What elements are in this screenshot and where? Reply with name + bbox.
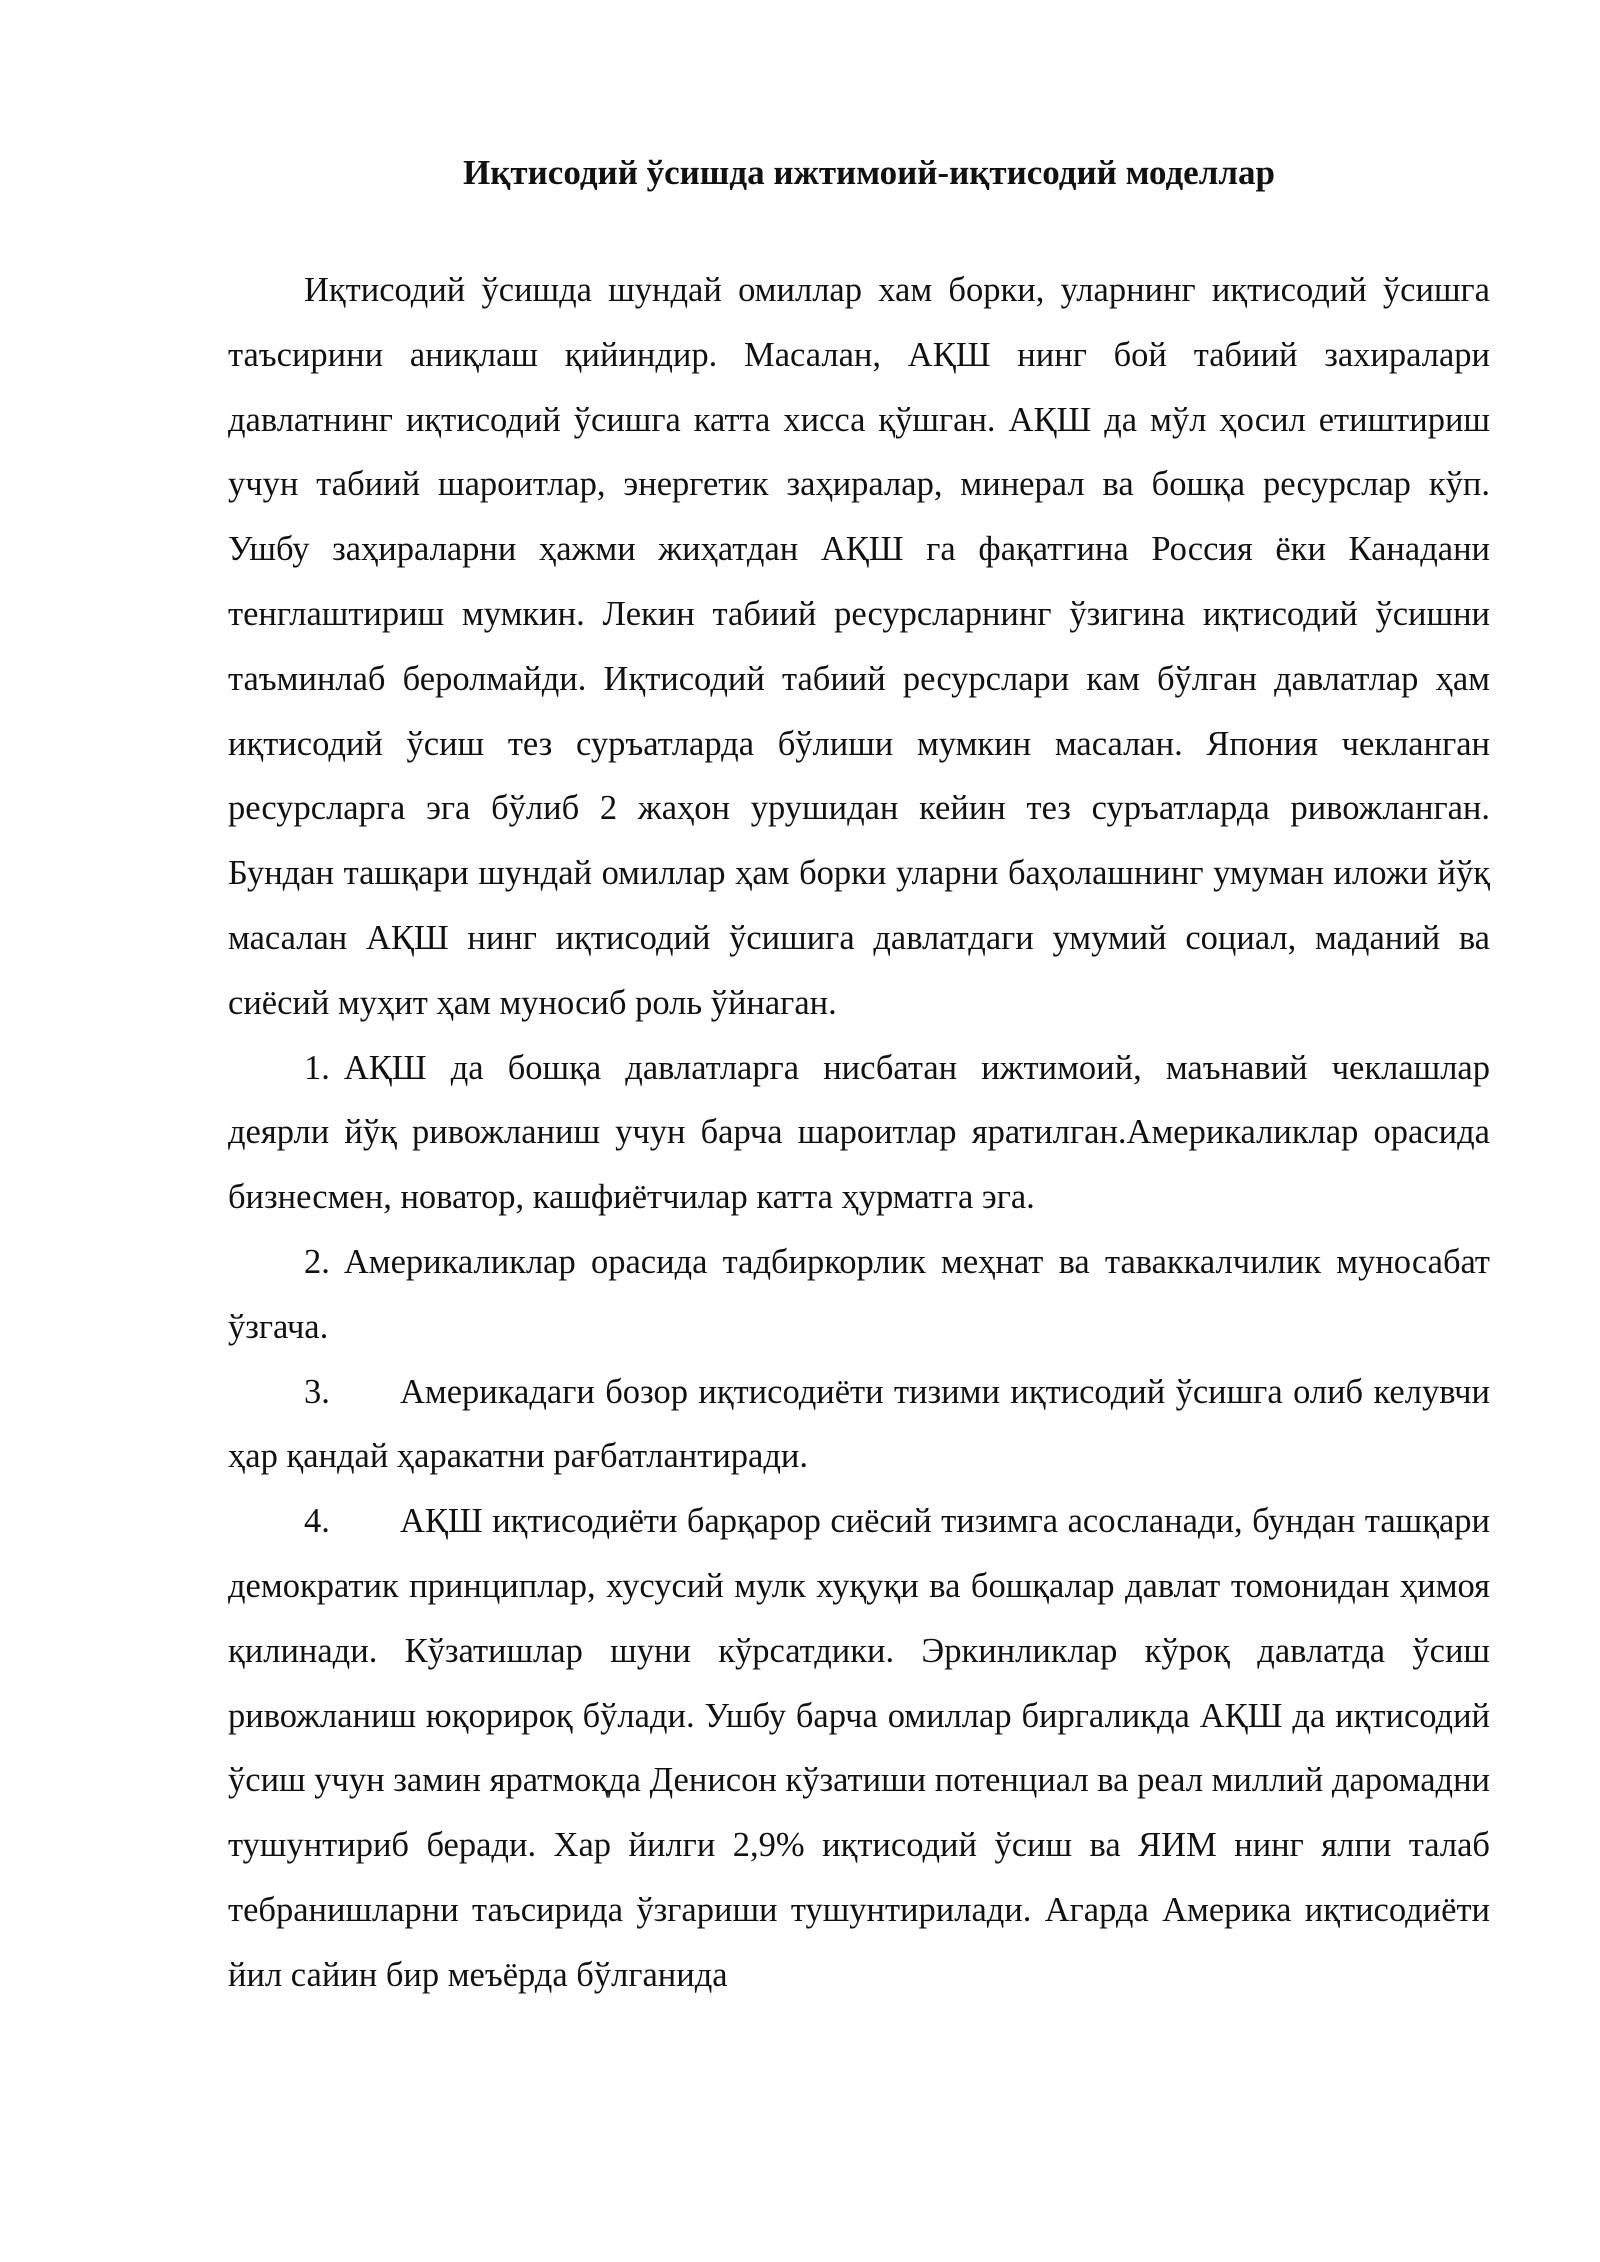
list-item-number: 1. bbox=[304, 1048, 330, 1087]
list-item-number: 3. bbox=[304, 1372, 330, 1411]
intro-paragraph: Иқтисодий ўсишда шундай омиллар хам борки, уларнинг иқтисодий ўсишга таъсирини аниқлаш қийиндир. Масалан, АҚШ нинг бой табиий захиралари давлатнинг иқтисодий ўсишга катта хисса қўшган. АҚШ да мўл ҳосил етиштириш учун табиий шароитлар, энергетик заҳиралар, минерал ва бошқа ресурслар кўп. Ушбу заҳираларни ҳажми жиҳатдан АҚШ га фақатгина Россия ёки Канадани тенглаштириш мумкин. Лекин табиий ресурсларнинг ўзигина иқтисодий ўсишни таъминлаб беролмайди. Иқтисодий табиий ресурслари кам бўлган давлатлар ҳам иқтисодий ўсиш тез суръатларда бўлиши мумкин масалан. Япония чекланган ресурсларга эга бўлиб 2 жаҳон урушидан кейин тез суръатларда ривожланган. Бундан ташқари шундай омиллар ҳам борки уларни баҳолашнинг умуман иложи йўқ масалан АҚШ нинг иқтисодий ўсишига давлатдаги умумий социал, маданий ва сиёсий муҳит ҳам муносиб роль ўйнаган. bbox=[228, 271, 1490, 1022]
list-item-text: Америкадаги бозор иқтисодиёти тизими иқтисодий ўсишга олиб келувчи ҳар қандай ҳаракатни рағбатлантиради. bbox=[228, 1372, 1490, 1476]
list-item-text: Америкаликлар орасида тадбиркорлик меҳнат ва таваккалчилик муносабат ўзгача. bbox=[228, 1242, 1490, 1346]
document-page bbox=[228, 150, 1490, 2008]
list-item-3 bbox=[228, 1360, 1490, 1490]
list-item-number: 2. bbox=[304, 1242, 330, 1281]
list-item-4 bbox=[228, 1489, 1490, 2007]
list-item-number: 4. bbox=[304, 1502, 330, 1541]
list-item-1 bbox=[228, 1036, 1490, 1230]
list-item-2 bbox=[228, 1230, 1490, 1360]
list-item-text: АҚШ да бошқа давлатларга нисбатан ижтимоий, маънавий чеклашлар деярли йўқ ривожланиш учун барча шароитлар яратилган.Америкаликлар орасида бизнесмен, новатор, кашфиётчилар катта ҳурматга эга. bbox=[228, 1048, 1490, 1217]
list-item-text: АҚШ иқтисодиёти барқарор сиёсий тизимга асосланади, бундан ташқари демократик принциплар, хусусий мулк хуқуқи ва бошқалар давлат томонидан ҳимоя қилинади. Кўзатишлар шуни кўрсатдики. Эркинликлар кўроқ давлатда ўсиш ривожланиш юқорироқ бўлади. Ушбу барча омиллар биргаликда АҚШ да иқтисодий ўсиш учун замин яратмоқда Денисон кўзатиши потенциал ва реал миллий даромадни тушунтириб беради. Хар йилги 2,9% иқтисодий ўсиш ва ЯИМ нинг ялпи талаб тебранишларни таъсирида ўзгариши тушунтирилади. Агарда Америка иқтисодиёти йил сайин бир меъёрда бўлганида bbox=[228, 1502, 1490, 1994]
document-title: Иқтисодий ўсишда ижтимоий-иқтисодий моделлар bbox=[463, 153, 1275, 192]
